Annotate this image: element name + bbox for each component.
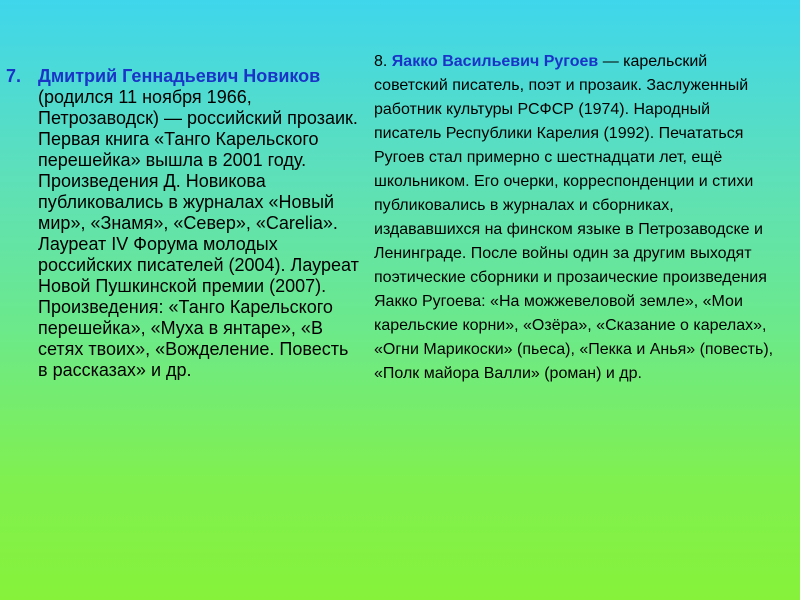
- right-column: [374, 50, 778, 386]
- right-item-number: 8.: [374, 53, 388, 70]
- left-author-bio: (родился 11 ноября 1966, Петрозаводск) — российский прозаик. Первая книга «Танго Карельского перешейка» вышла в 2001 году. Произведения Д. Новикова публиковались в журналах «Новый мир», «Знамя», «Север», «Carelia». Лауреат IV Форума молодых российских писателей (2004). Лауреат Новой Пушкинской премии (2007). Произведения: «Танго Карельского перешейка», «Муха в янтаре», «В сетях твоих», «Вожделение. Повесть в рассказах» и др.: [38, 87, 359, 380]
- right-author-bio: — карельский советский писатель, поэт и прозаик. Заслуженный работник культуры РСФСР (1974). Народный писатель Республики Карелия (1992). Печататься Ругоев стал примерно с шестнадцати лет, ещё школьником. Его очерки, корреспонденции и стихи публиковались в журналах и сборниках, издававшихся на финском языке в Петрозаводске и Ленинграде. После войны один за другим выходят поэтические сборники и прозаические произведения Яакко Ругоева: «На можжевеловой земле», «Мои карельские корни», «Озёра», «Сказание о карелах», «Огни Марикоски» (пьеса), «Пекка и Анья» (повесть), «Полк майора Валли» (роман) и др.: [374, 53, 774, 382]
- left-column: [6, 66, 362, 381]
- left-author-name: Дмитрий Геннадьевич Новиков: [38, 66, 321, 86]
- left-item-body: [38, 66, 362, 381]
- right-author-name: Яакко Васильевич Ругоев: [391, 53, 599, 70]
- left-item-number: 7.: [6, 66, 22, 86]
